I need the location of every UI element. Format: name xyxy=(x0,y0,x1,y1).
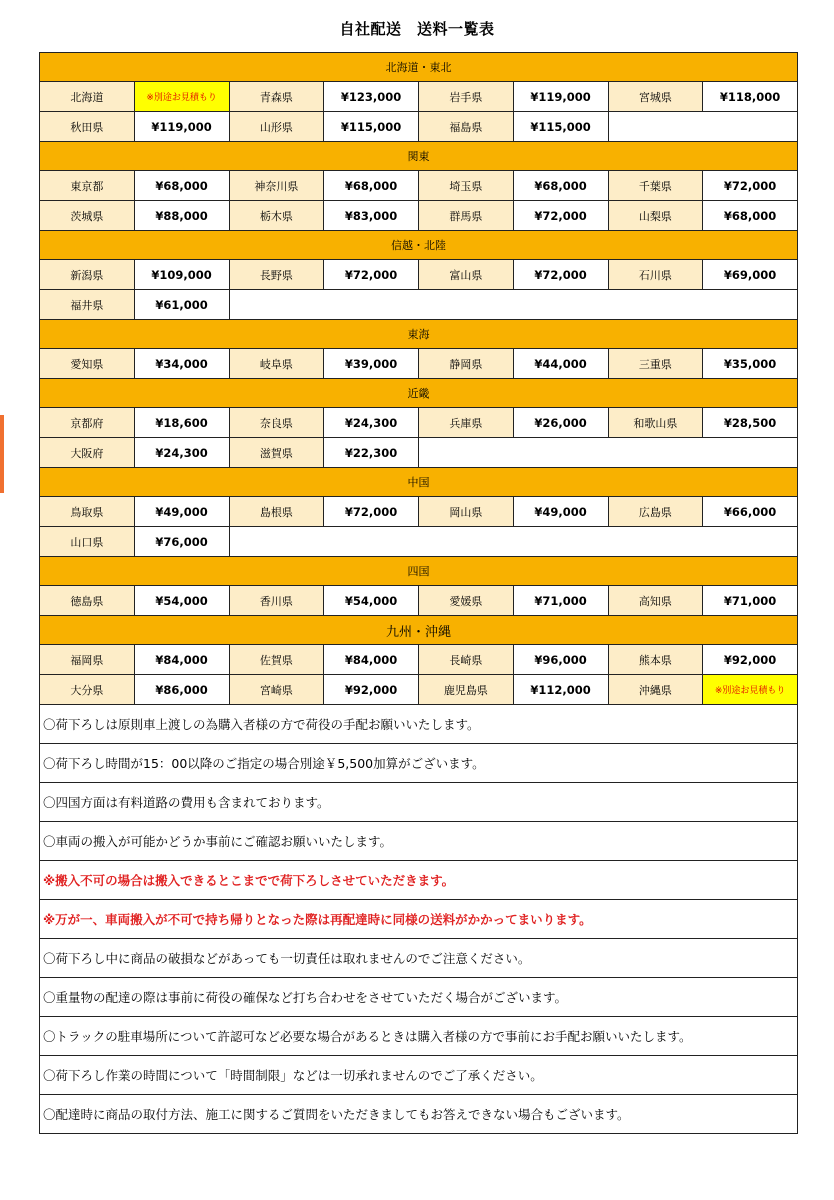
price-cell: ¥39,000 xyxy=(324,349,419,379)
prefecture-cell: 鳥取県 xyxy=(40,497,135,527)
region-header: 信越・北陸 xyxy=(40,231,798,260)
table-row xyxy=(40,675,798,705)
region-header-row xyxy=(40,616,798,645)
prefecture-cell: 岡山県 xyxy=(419,497,514,527)
prefecture-cell: 群馬県 xyxy=(419,201,514,231)
region-header: 四国 xyxy=(40,557,798,586)
table-row xyxy=(40,645,798,675)
prefecture-cell: 山梨県 xyxy=(608,201,703,231)
price-cell: ¥72,000 xyxy=(324,260,419,290)
prefecture-cell: 福島県 xyxy=(419,112,514,142)
notice-row xyxy=(40,1095,798,1134)
price-cell: ¥86,000 xyxy=(134,675,229,705)
prefecture-cell: 和歌山県 xyxy=(608,408,703,438)
table-row xyxy=(40,438,798,468)
price-cell: ¥71,000 xyxy=(703,586,798,616)
price-cell: ¥69,000 xyxy=(703,260,798,290)
price-cell: ¥112,000 xyxy=(513,675,608,705)
region-header: 中国 xyxy=(40,468,798,497)
prefecture-cell: 徳島県 xyxy=(40,586,135,616)
prefecture-cell: 滋賀県 xyxy=(229,438,324,468)
price-cell: ¥34,000 xyxy=(134,349,229,379)
region-header-row xyxy=(40,557,798,586)
price-cell: ¥84,000 xyxy=(324,645,419,675)
price-cell: ¥72,000 xyxy=(513,201,608,231)
table-row xyxy=(40,408,798,438)
price-cell: ¥44,000 xyxy=(513,349,608,379)
price-cell: ¥49,000 xyxy=(513,497,608,527)
region-header-row xyxy=(40,231,798,260)
separate-quote-cell: ※別途お見積もり xyxy=(703,675,798,705)
price-cell: ¥28,500 xyxy=(703,408,798,438)
region-header: 東海 xyxy=(40,320,798,349)
price-cell: ¥54,000 xyxy=(324,586,419,616)
prefecture-cell: 山形県 xyxy=(229,112,324,142)
prefecture-cell: 愛知県 xyxy=(40,349,135,379)
price-cell: ¥84,000 xyxy=(134,645,229,675)
price-cell: ¥49,000 xyxy=(134,497,229,527)
price-cell: ¥118,000 xyxy=(703,82,798,112)
price-cell: ¥68,000 xyxy=(513,171,608,201)
prefecture-cell: 宮崎県 xyxy=(229,675,324,705)
page-title: 自社配送 送料一覧表 xyxy=(339,20,495,38)
price-cell: ¥24,300 xyxy=(134,438,229,468)
region-header-row xyxy=(40,468,798,497)
table-row xyxy=(40,497,798,527)
prefecture-cell: 福岡県 xyxy=(40,645,135,675)
region-header: 北海道・東北 xyxy=(40,53,798,82)
prefecture-cell: 広島県 xyxy=(608,497,703,527)
price-cell: ¥109,000 xyxy=(134,260,229,290)
empty-cell xyxy=(229,290,798,320)
price-cell: ¥54,000 xyxy=(134,586,229,616)
notice-row xyxy=(40,822,798,861)
price-cell: ¥88,000 xyxy=(134,201,229,231)
price-cell: ¥22,300 xyxy=(324,438,419,468)
price-cell: ¥68,000 xyxy=(703,201,798,231)
notice-text: 〇荷下ろし時間が15：00以降のご指定の場合別途￥5,500加算がございます。 xyxy=(40,744,798,783)
region-header: 近畿 xyxy=(40,379,798,408)
region-header-row xyxy=(40,320,798,349)
empty-cell xyxy=(229,527,798,557)
price-cell: ¥92,000 xyxy=(703,645,798,675)
table-row xyxy=(40,171,798,201)
table-row xyxy=(40,260,798,290)
notice-row xyxy=(40,705,798,744)
price-cell: ¥119,000 xyxy=(134,112,229,142)
price-cell: ¥26,000 xyxy=(513,408,608,438)
prefecture-cell: 長崎県 xyxy=(419,645,514,675)
prefecture-cell: 京都府 xyxy=(40,408,135,438)
region-header-row xyxy=(40,379,798,408)
prefecture-cell: 愛媛県 xyxy=(419,586,514,616)
price-cell: ¥72,000 xyxy=(324,497,419,527)
price-cell: ¥18,600 xyxy=(134,408,229,438)
prefecture-cell: 兵庫県 xyxy=(419,408,514,438)
price-cell: ¥66,000 xyxy=(703,497,798,527)
prefecture-cell: 岐阜県 xyxy=(229,349,324,379)
prefecture-cell: 埼玉県 xyxy=(419,171,514,201)
prefecture-cell: 奈良県 xyxy=(229,408,324,438)
price-cell: ¥72,000 xyxy=(703,171,798,201)
notice-row xyxy=(40,1056,798,1095)
table-row xyxy=(40,349,798,379)
shipping-rate-table xyxy=(39,52,798,1134)
prefecture-cell: 東京都 xyxy=(40,171,135,201)
prefecture-cell: 大分県 xyxy=(40,675,135,705)
prefecture-cell: 富山県 xyxy=(419,260,514,290)
price-cell: ¥72,000 xyxy=(513,260,608,290)
price-cell: ¥123,000 xyxy=(324,82,419,112)
price-cell: ¥68,000 xyxy=(134,171,229,201)
prefecture-cell: 新潟県 xyxy=(40,260,135,290)
notice-row xyxy=(40,744,798,783)
notice-row xyxy=(40,861,798,900)
region-header-row xyxy=(40,142,798,171)
notice-text: 〇荷下ろしは原則車上渡しの為購入者様の方で荷役の手配お願いいたします。 xyxy=(40,705,798,744)
prefecture-cell: 山口県 xyxy=(40,527,135,557)
prefecture-cell: 千葉県 xyxy=(608,171,703,201)
price-cell: ¥61,000 xyxy=(134,290,229,320)
prefecture-cell: 青森県 xyxy=(229,82,324,112)
table-row xyxy=(40,290,798,320)
empty-cell xyxy=(608,112,798,142)
prefecture-cell: 宮城県 xyxy=(608,82,703,112)
warning-notice: ※搬入不可の場合は搬入できるとこまでで荷下ろしさせていただきます。 xyxy=(40,861,798,900)
prefecture-cell: 大阪府 xyxy=(40,438,135,468)
notice-row xyxy=(40,939,798,978)
notice-text: 〇配達時に商品の取付方法、施工に関するご質問をいただきましてもお答えできない場合もございます。 xyxy=(40,1095,798,1134)
price-cell: ¥115,000 xyxy=(513,112,608,142)
empty-cell xyxy=(419,438,798,468)
prefecture-cell: 長野県 xyxy=(229,260,324,290)
price-cell: ¥96,000 xyxy=(513,645,608,675)
price-cell: ¥68,000 xyxy=(324,171,419,201)
region-header-row xyxy=(40,53,798,82)
prefecture-cell: 岩手県 xyxy=(419,82,514,112)
price-cell: ¥35,000 xyxy=(703,349,798,379)
price-cell: ¥71,000 xyxy=(513,586,608,616)
prefecture-cell: 沖縄県 xyxy=(608,675,703,705)
prefecture-cell: 福井県 xyxy=(40,290,135,320)
prefecture-cell: 三重県 xyxy=(608,349,703,379)
price-cell: ¥119,000 xyxy=(513,82,608,112)
price-cell: ¥115,000 xyxy=(324,112,419,142)
table-row xyxy=(40,201,798,231)
notice-text: 〇四国方面は有料道路の費用も含まれております。 xyxy=(40,783,798,822)
prefecture-cell: 北海道 xyxy=(40,82,135,112)
notice-text: 〇トラックの駐車場所について許認可など必要な場合があるときは購入者様の方で事前にお手配お願いいたします。 xyxy=(40,1017,798,1056)
notice-row xyxy=(40,783,798,822)
prefecture-cell: 石川県 xyxy=(608,260,703,290)
prefecture-cell: 島根県 xyxy=(229,497,324,527)
notice-text: 〇荷下ろし中に商品の破損などがあっても一切責任は取れませんのでご注意ください。 xyxy=(40,939,798,978)
price-cell: ¥24,300 xyxy=(324,408,419,438)
region-header: 九州・沖縄 xyxy=(40,616,798,645)
table-row xyxy=(40,527,798,557)
separate-quote-cell: ※別途お見積もり xyxy=(134,82,229,112)
price-cell: ¥83,000 xyxy=(324,201,419,231)
notice-text: 〇重量物の配達の際は事前に荷役の確保など打ち合わせをさせていただく場合がございます。 xyxy=(40,978,798,1017)
table-row xyxy=(40,586,798,616)
notice-text: 〇車両の搬入が可能かどうか事前にご確認お願いいたします。 xyxy=(40,822,798,861)
prefecture-cell: 香川県 xyxy=(229,586,324,616)
region-header: 関東 xyxy=(40,142,798,171)
prefecture-cell: 栃木県 xyxy=(229,201,324,231)
notice-row xyxy=(40,900,798,939)
prefecture-cell: 静岡県 xyxy=(419,349,514,379)
price-cell: ¥76,000 xyxy=(134,527,229,557)
prefecture-cell: 佐賀県 xyxy=(229,645,324,675)
notice-text: 〇荷下ろし作業の時間について「時間制限」などは一切承れませんのでご了承ください。 xyxy=(40,1056,798,1095)
prefecture-cell: 高知県 xyxy=(608,586,703,616)
table-row xyxy=(40,112,798,142)
prefecture-cell: 鹿児島県 xyxy=(419,675,514,705)
notice-row xyxy=(40,1017,798,1056)
price-cell: ¥92,000 xyxy=(324,675,419,705)
table-row xyxy=(40,82,798,112)
prefecture-cell: 秋田県 xyxy=(40,112,135,142)
side-edge-marker xyxy=(0,415,4,493)
warning-notice: ※万が一、車両搬入が不可で持ち帰りとなった際は再配達時に同様の送料がかかってまいります。 xyxy=(40,900,798,939)
prefecture-cell: 神奈川県 xyxy=(229,171,324,201)
notice-row xyxy=(40,978,798,1017)
prefecture-cell: 熊本県 xyxy=(608,645,703,675)
prefecture-cell: 茨城県 xyxy=(40,201,135,231)
